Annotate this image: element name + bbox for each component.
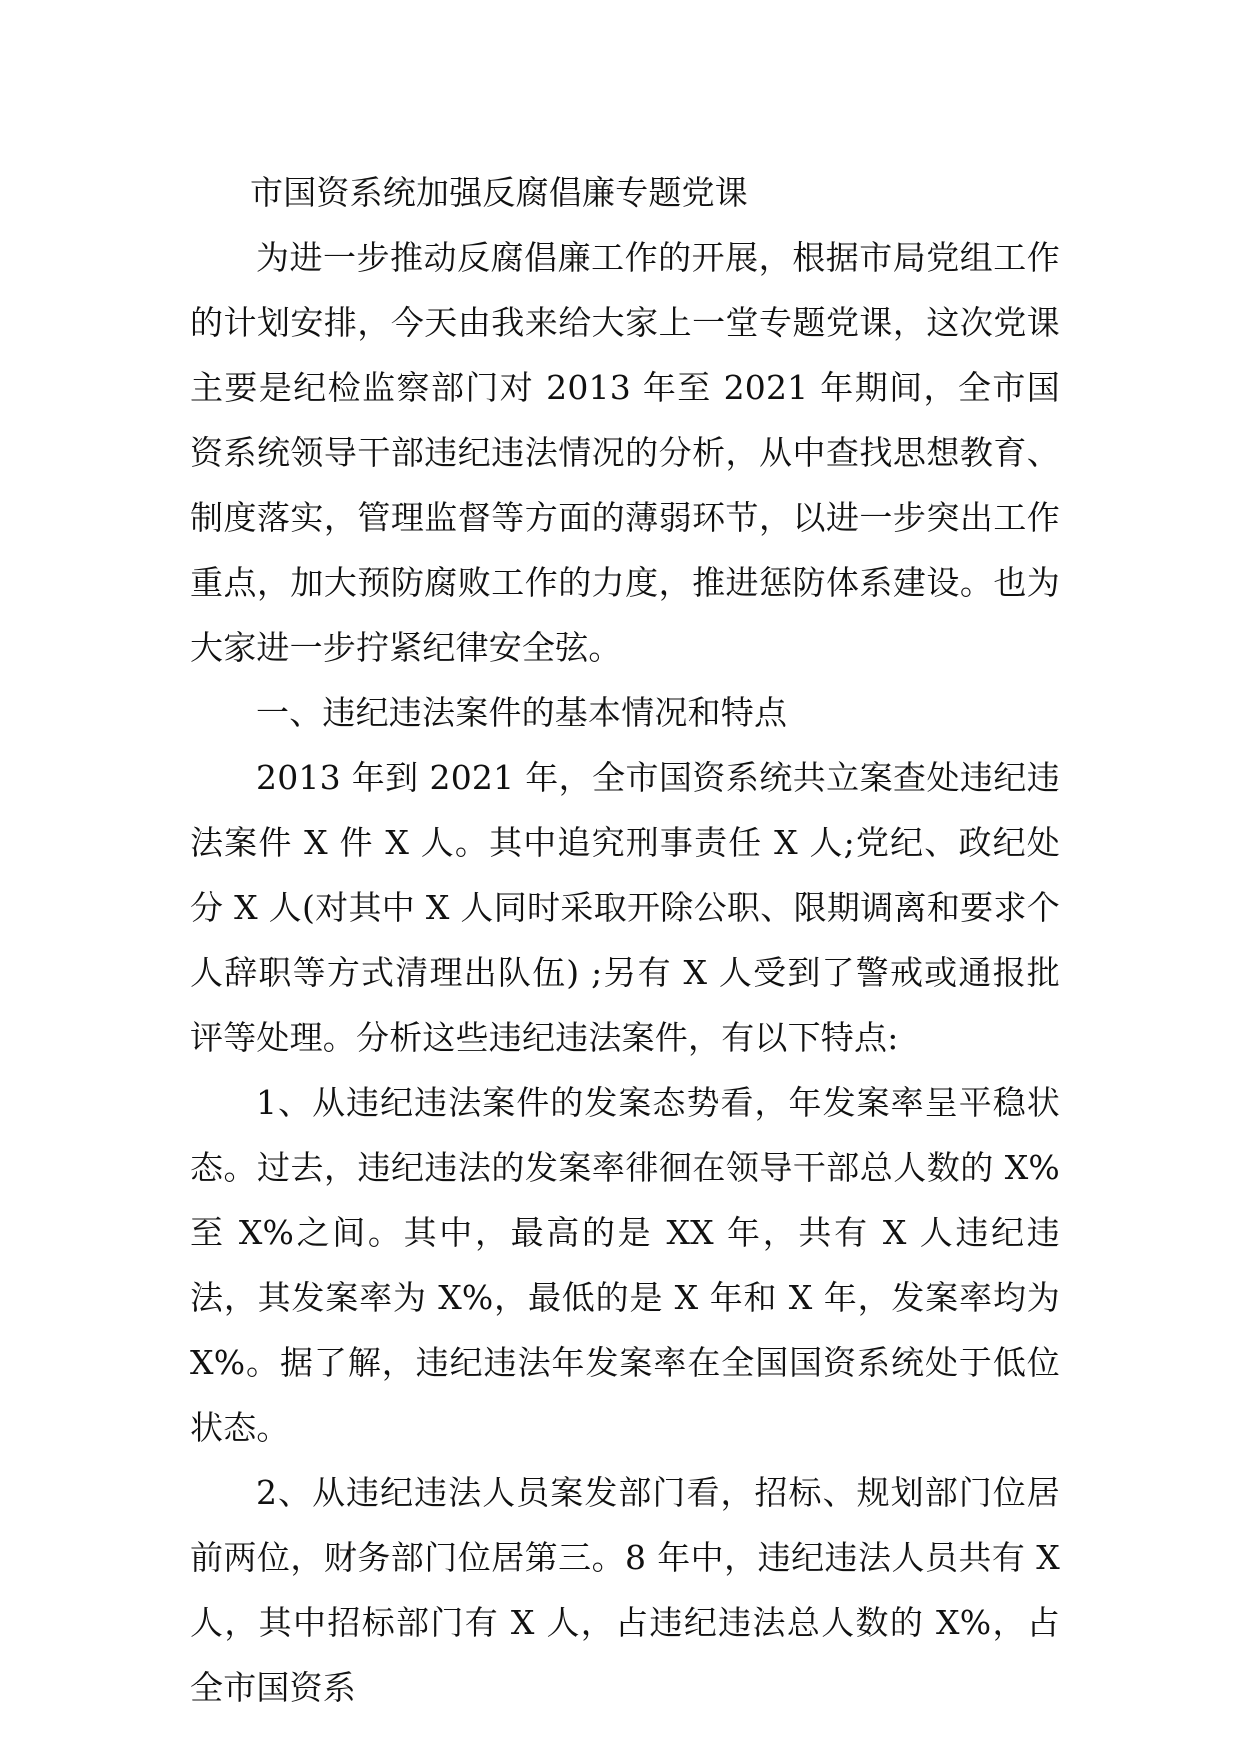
paragraph-intro: 为进一步推动反腐倡廉工作的开展，根据市局党组工作的计划安排，今天由我来给大家上一堂专题党课，这次党课主要是纪检监察部门对 2013 年至 2021 年期间，全市国资系统领导干部违纪违法情况的分析，从中查找思想教育、制度落实，管理监督等方面的薄弱环节，以进一步突出工作重点，加大预防腐败工作的力度，推进惩防体系建设。也为大家进一步拧紧纪律安全弦。 [190, 238, 1060, 667]
paragraph-feature-1: 1、从违纪违法案件的发案态势看，年发案率呈平稳状态。过去，违纪违法的发案率徘徊在领导干部总人数的 X%至 X%之间。其中，最高的是 XX 年，共有 X 人违纪违法，其发案率为 X%，最低的是 X 年和 X 年，发案率均为 X%。据了解，违纪违法年发案率在全国国资系统处于低位状态。 [190, 1083, 1060, 1447]
document-title: 市国资系统加强反腐倡廉专题党课 [250, 173, 748, 212]
section-heading: 一、违纪违法案件的基本情况和特点 [256, 693, 788, 732]
paragraph-overview: 2013 年到 2021 年，全市国资系统共立案查处违纪违法案件 X 件 X 人。其中追究刑事责任 X 人;党纪、政纪处分 X 人(对其中 X 人同时采取开除公职、限期调离和要求个人辞职等方式清理出队伍) ;另有 X 人受到了警戒或通报批评等处理。分析这些违纪违法案件，有以下特点: [190, 758, 1060, 1057]
document-content [190, 160, 1060, 1720]
paragraph-feature-2: 2、从违纪违法人员案发部门看，招标、规划部门位居前两位，财务部门位居第三。8 年中，违纪违法人员共有 X 人，其中招标部门有 X 人，占违纪违法总人数的 X%，占全市国资系 [190, 1473, 1060, 1707]
